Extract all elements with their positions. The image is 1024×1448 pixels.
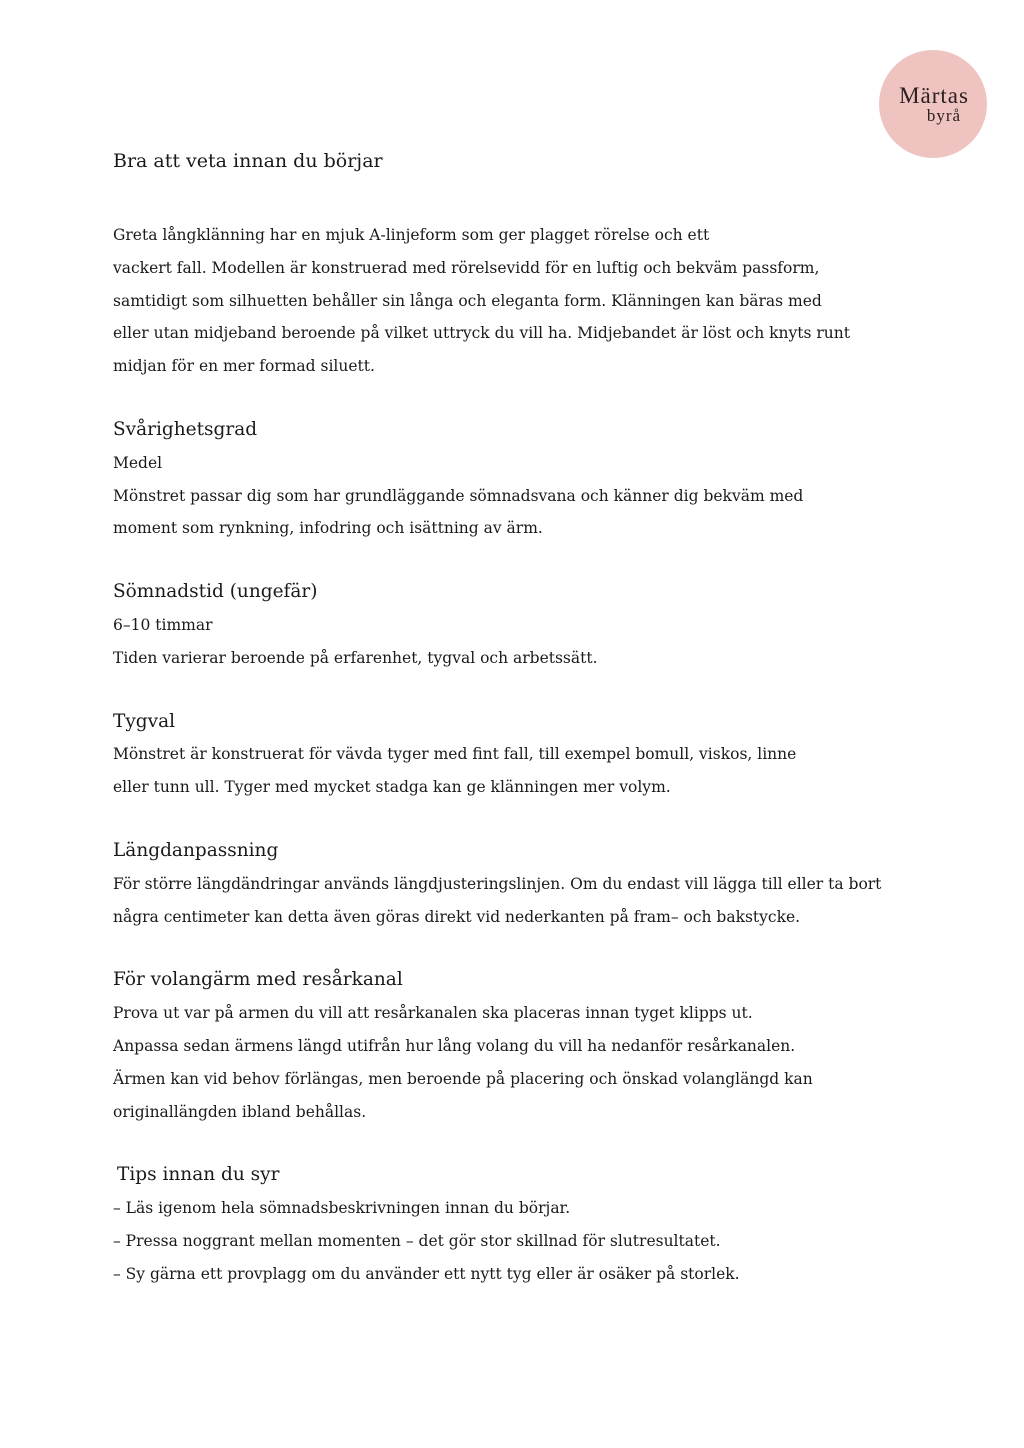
section-fabric xyxy=(113,706,873,804)
section-line: Mönstret är konstruerat för vävda tyger med fint fall, till exempel bomull, viskos, linne xyxy=(113,745,797,764)
intro-paragraph xyxy=(113,219,873,383)
section-line: moment som rynkning, infodring och isättning av ärm. xyxy=(113,519,543,538)
section-line: – Pressa noggrant mellan momenten – det gör stor skillnad för slutresultatet. xyxy=(113,1231,721,1250)
section-heading: För volangärm med resårkanal xyxy=(113,969,403,991)
section-difficulty xyxy=(113,414,873,545)
section-line: För större längdändringar används längdjusteringslinjen. Om du endast vill lägga till eller ta bort xyxy=(113,874,882,893)
section-line: originallängden ibland behållas. xyxy=(113,1102,367,1121)
section-line: Anpassa sedan ärmens längd utifrån hur lång volang du vill ha nedanför resårkanalen. xyxy=(113,1036,796,1055)
section-ruffle-sleeve xyxy=(113,964,873,1128)
section-sewing-time xyxy=(113,576,873,674)
document-body xyxy=(113,145,882,1291)
intro-line: eller utan midjeband beroende på vilket uttryck du vill ha. Midjebandet är löst och knyts runt xyxy=(113,324,850,343)
page-title: Bra att veta innan du börjar xyxy=(113,150,383,172)
section-line: Prova ut var på armen du vill att resårkanalen ska placeras innan tyget klipps ut. xyxy=(113,1004,753,1023)
section-line: – Läs igenom hela sömnadsbeskrivningen innan du börjar. xyxy=(113,1199,571,1218)
section-heading: Sömnadstid (ungefär) xyxy=(113,581,318,603)
section-heading: Svårighetsgrad xyxy=(113,418,258,440)
section-line: Ärmen kan vid behov förlängas, men beroende på placering och önskad volanglängd kan xyxy=(113,1069,813,1088)
section-line: Mönstret passar dig som har grundläggande sömnadsvana och känner dig bekväm med xyxy=(113,486,804,505)
intro-line: Greta långklänning har en mjuk A-linjeform som ger plagget rörelse och ett xyxy=(113,226,710,244)
section-line: Tiden varierar beroende på erfarenhet, tygval och arbetssätt. xyxy=(113,648,598,667)
section-line: Medel xyxy=(113,453,163,472)
section-heading: Tygval xyxy=(113,710,176,732)
intro-line: samtidigt som silhuetten behåller sin långa och eleganta form. Klänningen kan bäras med xyxy=(113,291,822,310)
section-line: eller tunn ull. Tyger med mycket stadga kan ge klänningen mer volym. xyxy=(113,778,671,797)
section-line: 6–10 timmar xyxy=(113,615,213,634)
section-tips xyxy=(113,1159,873,1290)
section-line: några centimeter kan detta även göras direkt vid nederkanten på fram– och bakstycke. xyxy=(113,907,801,926)
section-heading: Längdanpassning xyxy=(113,839,279,861)
logo-line-1: Märtas xyxy=(899,83,969,108)
section-length-adjustment xyxy=(113,835,882,933)
section-heading: Tips innan du syr xyxy=(117,1164,280,1186)
logo-line-2: byrå xyxy=(926,106,962,125)
brand-logo xyxy=(879,50,987,158)
section-line: – Sy gärna ett provplagg om du använder ett nytt tyg eller är osäker på storlek. xyxy=(113,1264,740,1283)
intro-line: vackert fall. Modellen är konstruerad med rörelsevidd för en luftig och bekväm passform, xyxy=(113,258,820,277)
intro-line: midjan för en mer formad siluett. xyxy=(113,357,375,376)
